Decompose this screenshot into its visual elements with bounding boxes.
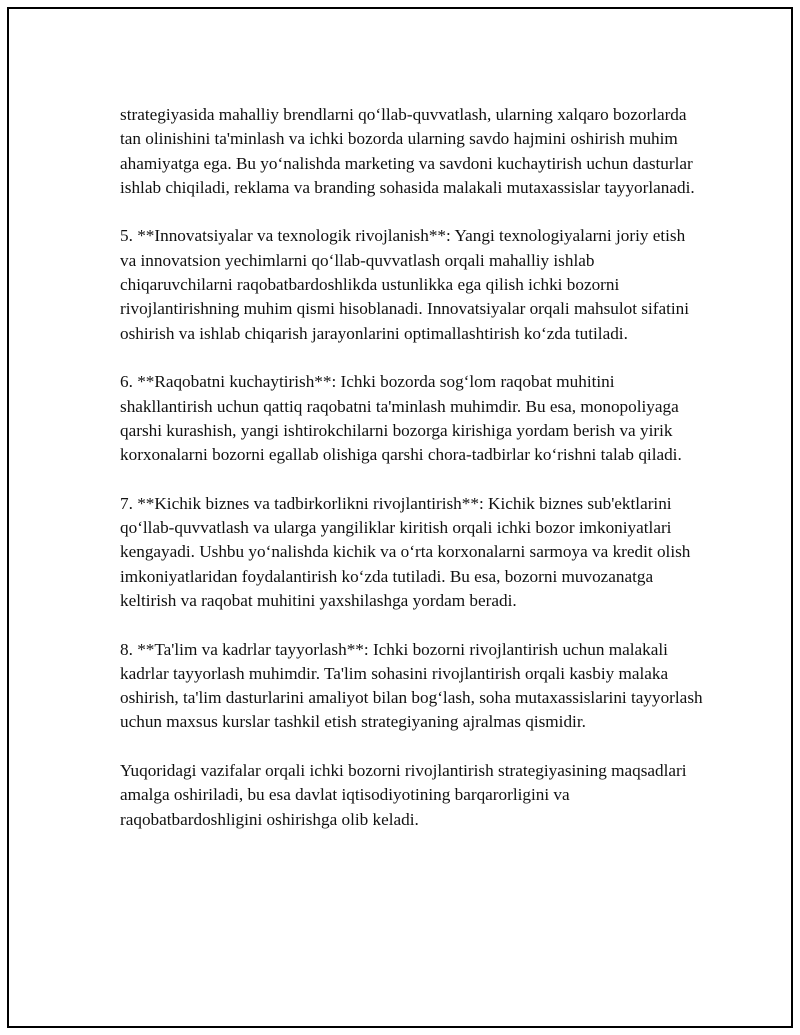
page-frame xyxy=(7,7,793,1028)
paragraph-innovation: 5. **Innovatsiyalar va texnologik rivojlanish**: Yangi texnologiyalarni joriy etish va innovatsion yechimlarni qo‘llab-quvvatlash orqali mahalliy ishlab chiqaruvchilarni raqobatbardoshlikda ustunlikka ega qilish ichki bozorni rivojlantirishning muhim qismi hisoblanadi. Innovatsiyalar orqali mahsulot sifatini oshirish va ishlab chiqarish jarayonlarini optimallashtirish ko‘zda tutiladi. xyxy=(120,226,690,343)
document-body xyxy=(120,103,705,832)
paragraph-conclusion: Yuqoridagi vazifalar orqali ichki bozorni rivojlantirish strategiyasining maqsadlari amalga oshiriladi, bu esa davlat iqtisodiyotining barqarorligini va raqobatbardoshligini oshirishga olib keladi. xyxy=(120,761,687,829)
paragraph-brand-strategy: strategiyasida mahalliy brendlarni qo‘llab-quvvatlash, ularning xalqaro bozorlarda tan olinishini ta'minlash va ichki bozorda ularning savdo hajmini oshirish muhim ahamiyatga ega. Bu yo‘nalishda marketing va savdoni kuchaytirish uchun dasturlar ishlab chiqiladi, reklama va branding sohasida malakali mutaxassislar tayyorlanadi. xyxy=(120,105,695,197)
paragraph-competition: 6. **Raqobatni kuchaytirish**: Ichki bozorda sog‘lom raqobat muhitini shakllantirish uchun qattiq raqobatni ta'minlash muhimdir. Bu esa, monopoliyaga qarshi kurashish, yangi ishtirokchilarni bozorga kirishiga yordam berish va yirik korxonalarni bozorni egallab olishiga qarshi chora-tadbirlar ko‘rishni talab qiladi. xyxy=(120,372,682,465)
paragraph-small-business: 7. **Kichik biznes va tadbirkorlikni rivojlantirish**: Kichik biznes sub'ektlarini qo‘llab-quvvatlash va ularga yangiliklar kiritish orqali ichki bozor imkoniyatlari kengayadi. Ushbu yo‘nalishda kichik va o‘rta korxonalarni sarmoya va kredit olish imkoniyatlaridan foydalantirish ko‘zda tutiladi. Bu esa, bozorni muvozanatga keltirish va raqobat muhitini yaxshilashga yordam beradi. xyxy=(120,493,691,610)
paragraph-education: 8. **Ta'lim va kadrlar tayyorlash**: Ichki bozorni rivojlantirish uchun malakali kadrlar tayyorlash muhimdir. Ta'lim sohasini rivojlantirish orqali kasbiy malaka oshirish, ta'lim dasturlarini amaliyot bilan bog‘lash, soha mutaxassislarini tayyorlash uchun maxsus kurslar tashkil etish strategiyaning ajralmas qismidir. xyxy=(120,639,703,732)
